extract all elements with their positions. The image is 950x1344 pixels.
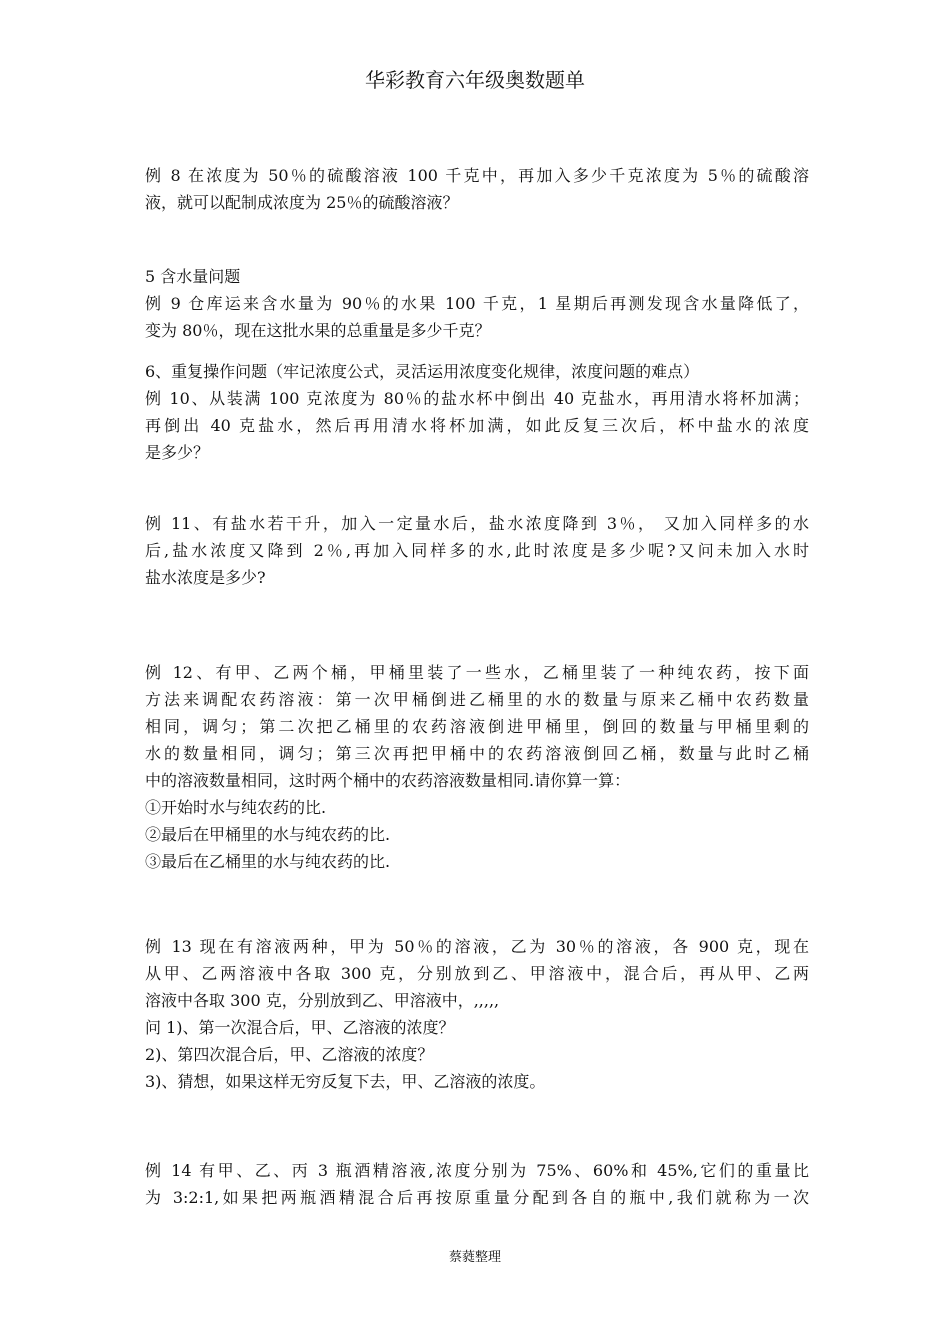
example-13-line-1: 例 13 现在有溶液两种，甲为 50％的溶液，乙为 30％的溶液，各 900 克，现在: [145, 937, 809, 956]
example-10-line-2: 再倒出 40 克盐水，然后再用清水将杯加满，如此反复三次后，杯中盐水的浓度: [145, 416, 809, 435]
example-8: [145, 162, 809, 216]
example-11-line-2: 后,盐水浓度又降到 2％,再加入同样多的水,此时浓度是多少呢?又问未加入水时: [145, 541, 809, 560]
example-12-question-1: ①开始时水与纯农药的比.: [145, 798, 327, 817]
example-11: [145, 510, 809, 591]
example-13-line-3: 溶液中各取 300 克，分别放到乙、甲溶液中，,,,,,: [145, 991, 500, 1010]
section-6-repeated-operations: [145, 358, 809, 466]
example-12: [145, 659, 809, 875]
example-14-line-2: 为 3:2:1,如果把两瓶酒精混合后再按原重量分配到各自的瓶中,我们就称为一次: [145, 1188, 809, 1207]
page-footer: 蔡蕤整理: [448, 1250, 501, 1265]
example-13-question-1: 问 1)、第一次混合后，甲、乙溶液的浓度？: [145, 1018, 455, 1037]
example-13-question-3: 3)、猜想，如果这样无穷反复下去，甲、乙溶液的浓度。: [145, 1072, 546, 1091]
example-14-line-1: 例 14 有甲、乙、丙 3 瓶酒精溶液,浓度分别为 75%、60%和 45%,它们的重量比: [145, 1161, 809, 1180]
example-11-line-3: 盐水浓度是多少?: [145, 568, 266, 587]
section-6-heading: 6、重复操作问题（牢记浓度公式，灵活运用浓度变化规律，浓度问题的难点）: [145, 362, 700, 381]
example-12-question-2: ②最后在甲桶里的水与纯农药的比.: [145, 825, 391, 844]
example-12-line-3: 相同，调匀；第二次把乙桶里的农药溶液倒进甲桶里，倒回的数量与甲桶里剩的: [145, 717, 809, 736]
example-12-line-5: 中的溶液数量相同，这时两个桶中的农药溶液数量相同.请你算一算：: [145, 771, 631, 790]
example-13-question-2: 2)、第四次混合后，甲、乙溶液的浓度？: [145, 1045, 434, 1064]
example-10-line-3: 是多少？: [145, 443, 210, 462]
example-11-line-1: 例 11、有盐水若干升，加入一定量水后，盐水浓度降到 3％， 又加入同样多的水: [145, 514, 809, 533]
example-14: [145, 1157, 809, 1211]
example-9-line-1: 例 9 仓库运来含水量为 90％的水果 100 千克，1 星期后再测发现含水量降低了，: [145, 294, 809, 313]
example-13-line-2: 从甲、乙两溶液中各取 300 克，分别放到乙、甲溶液中，混合后，再从甲、乙两: [145, 964, 809, 983]
section-5-water-content: [145, 263, 809, 344]
example-13: [145, 933, 809, 1095]
section-5-heading: 5 含水量问题: [145, 267, 241, 286]
example-12-line-1: 例 12、有甲、乙两个桶，甲桶里装了一些水，乙桶里装了一种纯农药，按下面: [145, 663, 809, 682]
example-8-line-2: 液，就可以配制成浓度为 25％的硫酸溶液？: [145, 193, 459, 212]
example-9-line-2: 变为 80％，现在这批水果的总重量是多少千克？: [145, 321, 491, 340]
example-12-line-2: 方法来调配农药溶液：第一次甲桶倒进乙桶里的水的数量与原来乙桶中农药数量: [145, 690, 809, 709]
example-10-line-1: 例 10、从装满 100 克浓度为 80％的盐水杯中倒出 40 克盐水，再用清水将杯加满；: [145, 389, 809, 408]
example-12-question-3: ③最后在乙桶里的水与纯农药的比.: [145, 852, 391, 871]
example-8-line-1: 例 8 在浓度为 50％的硫酸溶液 100 千克中，再加入多少千克浓度为 5％的硫酸溶: [145, 166, 809, 185]
example-12-line-4: 水的数量相同，调匀；第三次再把甲桶中的农药溶液倒回乙桶，数量与此时乙桶: [145, 744, 809, 763]
page-title: 华彩教育六年级奥数题单: [365, 68, 585, 92]
